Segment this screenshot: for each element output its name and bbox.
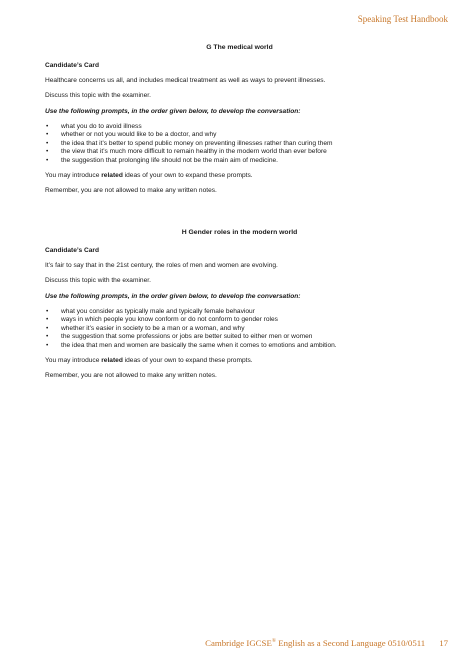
related-pre: You may introduce xyxy=(45,356,102,364)
card-label: Candidate’s Card xyxy=(45,247,99,255)
prompt-item: • what you do to avoid illness xyxy=(45,123,434,131)
prompt-item: • whether or not you would like to be a doctor, and why xyxy=(45,131,434,139)
running-header: Speaking Test Handbook xyxy=(357,14,448,24)
footer-title-post: English as a Second Language 0510/0511 xyxy=(276,638,426,648)
prompt-item: • ways in which people you know conform or do not conform to gender roles xyxy=(45,316,434,324)
prompt-item: • the view that it’s much more difficult to remain healthy in the modern world than ever before xyxy=(45,148,434,156)
page-content xyxy=(45,44,434,388)
related-post: ideas of your own to expand these prompts. xyxy=(122,172,253,180)
card-label: Candidate’s Card xyxy=(45,62,99,70)
footer-title-pre: Cambridge IGCSE xyxy=(205,638,272,648)
prompt-item: • the idea that men and women are basically the same when it comes to emotions and ambition. xyxy=(45,342,434,350)
prompt-list xyxy=(45,123,434,165)
prompt-item: • the idea that it’s better to spend public money on preventing illnesses rather than curing them xyxy=(45,140,434,148)
prompt-item: • whether it’s easier in society to be a man or a woman, and why xyxy=(45,325,434,333)
intro-text: It’s fair to say that in the 21st century, the roles of men and women are evolving. xyxy=(45,261,278,269)
prompt-item: • what you consider as typically male and typically female behaviour xyxy=(45,308,434,316)
registered-mark: ® xyxy=(271,638,276,645)
related-note xyxy=(45,172,434,180)
section-h xyxy=(45,229,434,381)
remember-note: Remember, you are not allowed to make any written notes. xyxy=(45,372,217,380)
related-note xyxy=(45,357,434,365)
prompt-list xyxy=(45,308,434,350)
section-title: H Gender roles in the modern world xyxy=(181,228,298,236)
section-spacer xyxy=(45,203,434,229)
prompts-heading: Use the following prompts, in the order given below, to develop the conversation: xyxy=(45,107,301,115)
related-post: ideas of your own to expand these prompts. xyxy=(122,356,253,364)
prompt-item: • the suggestion that prolonging life should not be the main aim of medicine. xyxy=(45,157,434,165)
page-footer xyxy=(205,638,448,648)
discuss-text: Discuss this topic with the examiner. xyxy=(45,92,151,100)
remember-note: Remember, you are not allowed to make any written notes. xyxy=(45,187,217,195)
related-pre: You may introduce xyxy=(45,172,102,180)
discuss-text: Discuss this topic with the examiner. xyxy=(45,277,151,285)
related-bold: related xyxy=(101,356,123,364)
intro-text: Healthcare concerns us all, and includes medical treatment as well as ways to prevent illnesses. xyxy=(45,76,326,84)
page-number: 17 xyxy=(439,638,448,648)
section-title: G The medical world xyxy=(206,44,273,51)
related-bold: related xyxy=(101,172,123,180)
section-g xyxy=(45,44,434,196)
prompt-item: • the suggestion that some professions or jobs are better suited to either men or women xyxy=(45,333,434,341)
prompts-heading: Use the following prompts, in the order given below, to develop the conversation: xyxy=(45,292,301,300)
